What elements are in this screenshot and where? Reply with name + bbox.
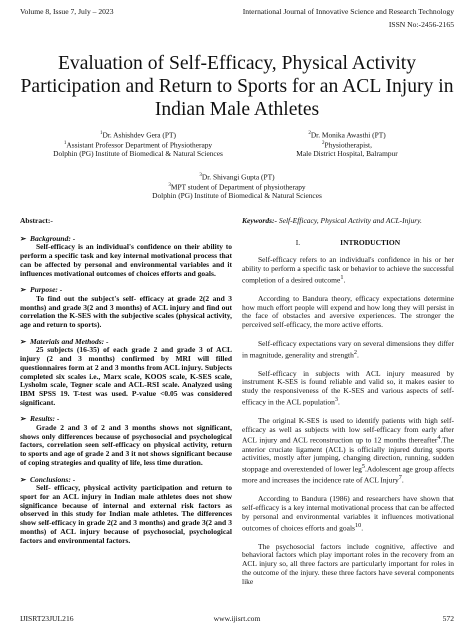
introduction-column	[242, 217, 454, 586]
intro-paragraph: Self-efficacy in subjects with ACL injury measured by instrument K-SES is found reliable and valid so, it makes easier to study the responsiveness of the K-SES and various aspects of self-efficacy in the ACL population$^3$.	[242, 368, 454, 407]
intro-paragraph: The original K-SES is used to identify patients with high self-efficacy as well as subjects with low self-efficacy from early after ACL injury and ACL reconstruction up to 12 months thereafter$^4$.The anterior cruciate ligament (ACL) is officially injured during sports activities, mostly after jumping, changing direction, running, sudden stoppage and overextended of lower leg$^5$.Adolescent age group affects more and increases the incidence rate of ACL Injury$^7$.	[242, 416, 454, 485]
arrow-bullet-icon: ➢	[20, 285, 27, 295]
abstract-methods-text: 25 subjects (16-35) of each grade 2 and grade 3 of ACL injury (2 and 3 months) confirmed by MRI will filled questionnaires form at 2 and 3 months from ACL injury. Subjects completed six scales i.e., Marx scale, KOOS scale, K-SES scale, Lysholm scale, Tegner scale and ACL-RSI scale. Analyzed using IBM SPSS 19. T-test was used. P-value <0.05 was considered significant.	[20, 345, 232, 407]
abstract-conclusions-text: Self- efficacy, physical activity participation and return to sport for an ACL injury in Indian male athletes does not show significance because of internal and external risk factors as observed in this study for Indian male athletes. The differences show self-efficacy in grade 2(2 and 3 months) and grade 3(2 and 3 months) of ACL injury because of psychosocial, psychological factors and environmental factors.	[20, 483, 232, 545]
abstract-purpose-text: To find out the subject's self- efficacy at grade 2(2 and 3 months) and grade 3(2 and 3 months) of ACL injury and find out correlation the K-SES with the subjective scales (physical activity, age and return to sports).	[20, 293, 232, 330]
arrow-bullet-icon: ➢	[20, 474, 27, 484]
author-name: $^1$Dr. Ashishdev Gera (PT)	[100, 130, 176, 140]
author-role: $^2$Physiotherapist,	[322, 140, 372, 150]
section-heading-methods: ➢ Materials and Methods: -	[20, 336, 109, 346]
intro-paragraph: Self-efficacy expectations vary on several dimensions they differ in magnitude, generality and strength$^2$.	[242, 338, 454, 360]
author-name: $^2$Dr. Monika Awasthi (PT)	[308, 130, 386, 140]
intro-paragraph: According to Bandura theory, efficacy expectations determine how much effort people will expend and how long they will persist in the face of obstacles and aversive experiences. The stronger the perceived self-efficacy, the more active efforts.	[242, 294, 454, 330]
intro-paragraph: Self-efficacy refers to an individual's confidence in his or her ability to perform a specific task or behavior to achieve the successful completion of a desired outcome$^1$.	[242, 255, 454, 285]
author-block-1	[48, 130, 228, 159]
author-affiliation: Male District Hospital, Balrampur	[296, 149, 398, 159]
intro-paragraph: According to Bandura (1986) and researchers have shown that self-efficacy is a key internal motivational process that can be affected by personal and environmental variables it influences motivational outcomes of choices efforts and goals$^{10}$.	[242, 494, 454, 533]
section-heading-results: ➢ Results: -	[20, 414, 60, 424]
abstract-column	[20, 217, 232, 545]
abstract-results-text: Grade 2 and 3 of 2 and 3 months shows not significant, shows only differences because of psychosocial and psychological factors, correlation seen self-efficacy on physical activity, return to sports and age of grade 2 and 3 it not shows significant because of coping strategies and quality of life, less time duration.	[20, 423, 232, 467]
running-header-volume: Volume 8, Issue 7, July – 2023	[20, 7, 114, 16]
section-heading-conclusions: ➢ Conclusions: -	[20, 474, 76, 484]
intro-paragraph: The psychosocial factors include cognitive, affective and behavioral factors which play important roles in the recovery from an ACL injury so, all three factors are particularly important for roles in the outcome of the injury. these three factors have several components like	[242, 541, 454, 586]
section-heading-introduction: I. INTRODUCTION	[295, 237, 401, 247]
author-name: $^3$Dr. Shivangi Gupta (PT)	[199, 172, 275, 182]
running-header-issn: ISSN No:-2456-2165	[388, 20, 454, 29]
author-affiliation: Dolphin (PG) Institute of Biomedical & Natural Sciences	[152, 191, 322, 201]
keywords: Keywords:- Self-Efficacy, Physical Activity and ACL-Injury.	[242, 216, 422, 225]
abstract-background-text: Self-efficacy is an individual's confidence on their ability to perform a specific task and key internal motivational process that can be affected by personal and environmental variables and it influences motivational outcomes of choices efforts and goals.	[20, 242, 232, 278]
running-header-journal: International Journal of Innovative Science and Research Technology	[242, 7, 454, 16]
author-role: $^1$Assistant Professor Department of Physiotherapy	[63, 140, 213, 150]
author-block-3	[130, 172, 344, 201]
footer-page-number: 572	[442, 614, 454, 623]
section-heading-purpose: ➢ Purpose: -	[20, 285, 63, 295]
section-heading-background: ➢ Background: -	[20, 233, 76, 243]
arrow-bullet-icon: ➢	[20, 233, 27, 243]
author-block-2	[262, 130, 432, 159]
paper-title: Evaluation of Self-Efficacy, Physical Activity Participation and Return to Sports for an ACL Injury in Indian Male Athletes	[20, 53, 454, 120]
author-role: $^3$MPT student of Department of physiotherapy	[168, 182, 306, 192]
footer-paper-code: IJISRT23JUL216	[20, 614, 74, 623]
arrow-bullet-icon: ➢	[20, 414, 27, 424]
author-affiliation: Dolphin (PG) Institute of Biomedical & Natural Sciences	[53, 149, 223, 159]
footer-website-link[interactable]: www.ijisrt.com	[213, 614, 261, 623]
abstract-label: Abstract:-	[20, 216, 53, 225]
arrow-bullet-icon: ➢	[20, 336, 27, 346]
